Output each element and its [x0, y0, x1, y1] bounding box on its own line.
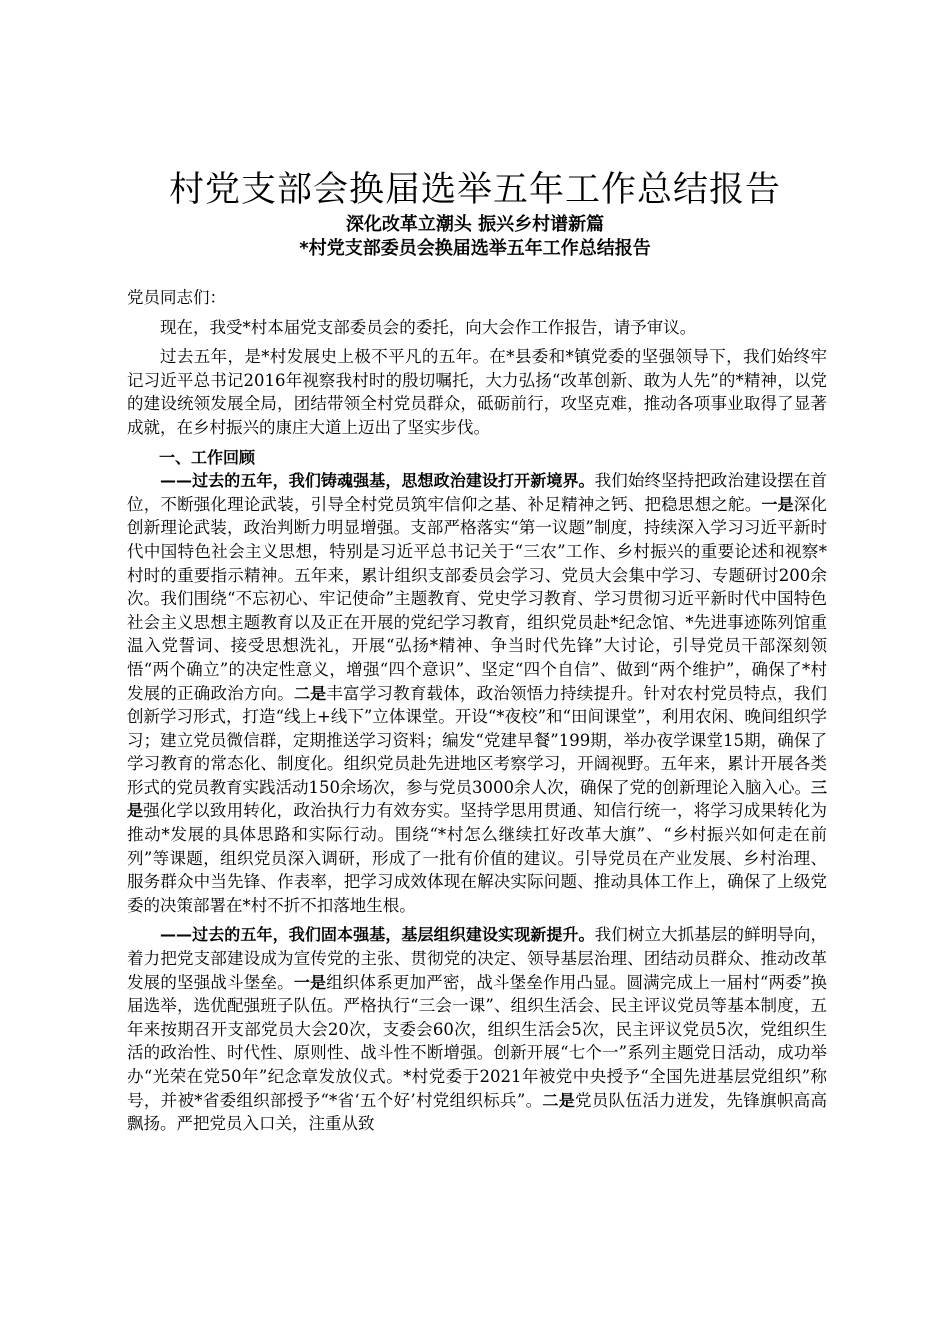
point-marker: 二是	[542, 1090, 576, 1110]
point-marker: 三是	[127, 777, 828, 821]
section-heading: 一、工作回顾	[159, 447, 256, 467]
point-marker: 一是	[293, 972, 327, 992]
intro-paragraph: 过去五年，是*村发展史上极不平凡的五年。在*县委和*镇党委的坚强领导下，我们始终牢记习近平总书记2016年视察我村时的殷切嘱托，大力弘扬“改革创新、敢为人先”的*精神，以党的建设统领发展全局，团结带领全村党员群众，砥砺前行，攻坚克难，推动各项事业取得了显著成就，在乡村振兴的康庄大道上迈出了坚实步伐。	[127, 347, 827, 437]
body-paragraph	[127, 469, 827, 917]
paragraph-text: 强化学以致用转化，政治执行力有效夯实。坚持学思用贯通、知信行统一，将学习成果转化为推动*发展的具体思路和实际行动。围绕“*村怎么继续扛好改革大旗”、“乡村振兴如何走在前列”等课题，组织党员深入调研，形成了一批有价值的建议。引导党员在产业发展、乡村治理、服务群众中当先锋、作表率，把学习成效体现在解决实际问题、推动具体工作上，确保了上级党委的决策部署在*村不折不扣落地生根。	[127, 801, 827, 915]
document-body	[127, 286, 827, 1142]
paragraph-text: 我们树立大抓基层的鲜明导向，着力把党支部建设成为宣传党的主张、贯彻党的决定、领导基层治理、团结动员群众、推动改革发展的坚强战斗堡垒。	[127, 925, 828, 992]
paragraph-text: 丰富学习教育载体，政治领悟力持续提升。针对农村党员特点，我们创新学习形式，打造“线上+线下”立体课堂。开设“*夜校”和“田间课堂”，利用农闲、晚间组织学习；建立党员微信群，定期推送学习资料；编发“党建早餐”199期，举办夜学课堂15期，确保了学习教育的常态化、制度化。组织党员赴先进地区考察学习，开阔视野。五年来，累计开展各类形式的党员教育实践活动150余场次，参与党员3000余人次，确保了党的创新理论入脑入心。	[127, 683, 827, 797]
paragraph-lead: ——过去的五年，我们固本强基，基层组织建设实现新提升。	[160, 925, 595, 945]
document-title: 村党支部会换届选举五年工作总结报告	[168, 170, 781, 210]
body-paragraph	[127, 923, 827, 1135]
document-subtitle-report: *村党支部委员会换届选举五年工作总结报告	[299, 238, 651, 259]
point-marker: 二是	[293, 683, 327, 703]
document-subtitle: 深化改革立潮头 振兴乡村谱新篇	[345, 214, 605, 235]
paragraph-text: 组织体系更加严密，战斗堡垒作用凸显。圆满完成上一届村“两委”换届选举，选优配强班子队伍。严格执行“三会一课”、组织生活会、民主评议党员等基本制度，五年来按期召开支部党员大会20次，支委会60次，组织生活会5次，民主评议党员5次，党组织生活的政治性、时代性、原则性、战斗性不断增强。创新开展“七个一”系列主题党日活动，成功举办“光荣在党50年”纪念章发放仪式。*村党委于2021年被党中央授予“全国先进基层党组织”称号，并被*省委组织部授予“*省‘五个好’村党组织标兵”。	[127, 972, 827, 1110]
paragraph-text: 我们始终坚持把政治建设摆在首位，不断强化理论武装，引导全村党员筑牢信仰之基、补足精神之钙、把稳思想之舵。	[127, 471, 828, 514]
paragraph-text: 深化创新理论武装，政治判断力明显增强。支部严格落实“第一议题”制度，持续深入学习习近平新时代中国特色社会主义思想，特别是习近平总书记关于“三农”工作、乡村振兴的重要论述和视察*村时的重要指示精神。五年来，累计组织支部委员会学习、党员大会集中学习、专题研讨200余次。我们围绕“不忘初心、牢记使命”主题教育、党史学习教育、学习贯彻习近平新时代中国特色社会主义思想主题教育以及正在开展的党纪学习教育，组织党员赴*纪念馆、*先进事迹陈列馆重温入党誓词、接受思想洗礼，开展“弘扬*精神、争当时代先锋”大讨论，引导党员干部深刻领悟“两个确立”的决定性意义，增强“四个意识”、坚定“四个自信”、做到“两个维护”，确保了*村发展的正确政治方向。	[127, 494, 827, 703]
paragraph-text: 党员队伍活力迸发，先锋旗帜高高飘扬。严把党员入口关，注重从致	[127, 1090, 827, 1134]
point-marker: 一是	[761, 494, 794, 514]
salutation: 党员同志们：	[127, 288, 226, 307]
intro-paragraph: 现在，我受*村本届党支部委员会的委托，向大会作工作报告，请予审议。	[160, 317, 697, 337]
paragraph-lead: ——过去的五年，我们铸魂强基，思想政治建设打开新境界。	[160, 471, 595, 491]
